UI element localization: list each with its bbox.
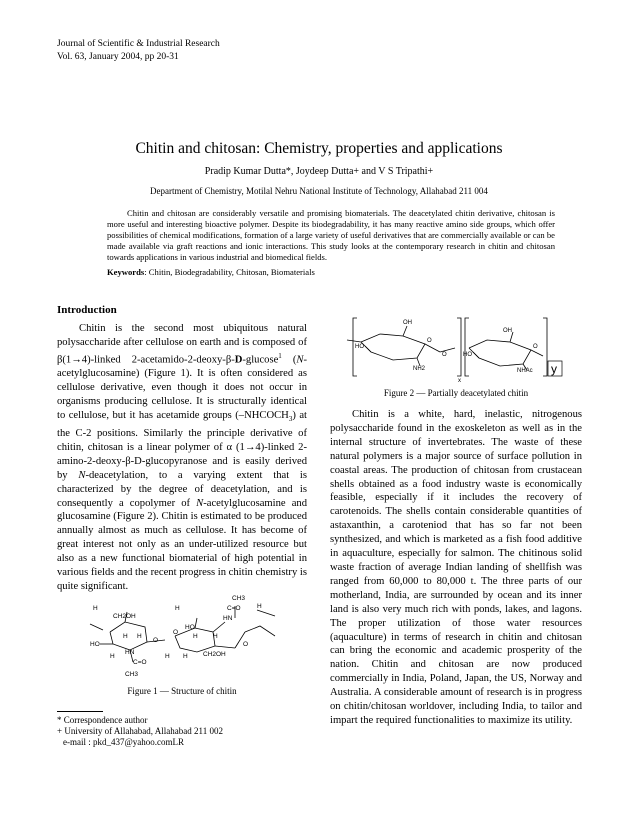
figure2-caption: Figure 2 — Partially deacetylated chitin [383, 388, 529, 398]
svg-text:H: H [193, 633, 198, 640]
journal-name: Journal of Scientific & Industrial Research [57, 39, 220, 49]
fig1-co-bottom: C=O [133, 659, 147, 666]
abstract-text: Chitin and chitosan are considerably versatile and promising biomaterials. The deacetylated chitin derivative, chitosan is more useful and interesting bioactive polymer. Despite its biodegradability, it has many reactive amino side groups, which offer possibilities of chemical modifications, formation of a large variety of useful derivatives that are commercially available or can be made available via graft reactions and ionic interactions. This study looks at the contemporary research in chitin and chitosan towards applications in various industrial and biomedical fields. [107, 208, 555, 262]
svg-text:O: O [442, 352, 447, 358]
svg-text:H: H [93, 605, 98, 612]
fig1-ch3-top: CH3 [232, 595, 246, 602]
svg-text:O: O [533, 344, 538, 350]
fig1-ch2oh-right: CH2OH [203, 651, 226, 658]
footnote-university: + University of Allahabad, Allahabad 211 002 [57, 726, 223, 736]
fig1-hn-top: HN [223, 615, 233, 622]
fig2-oh-1: OH [403, 320, 412, 326]
fig2-oh-2: OH [503, 328, 512, 334]
fig2-nhac: NHAc [517, 368, 533, 374]
journal-volume: Vol. 63, January 2004, pp 20-31 [57, 52, 179, 62]
svg-text:H: H [213, 633, 218, 640]
affiliation: Department of Chemistry, Motilal Nehru National Institute of Technology, Allahabad 211 004 [150, 186, 488, 196]
svg-text:H: H [110, 653, 115, 660]
svg-text:H: H [137, 633, 142, 640]
svg-text:H: H [123, 633, 128, 640]
journal-header [57, 38, 220, 64]
fig2-nh2: NH2 [413, 366, 426, 372]
left-column [57, 322, 307, 594]
right-column [330, 408, 582, 728]
section-heading-introduction: Introduction [57, 304, 117, 316]
intro-paragraph: Chitin is the second most ubiquitous natural polysaccharide after cellulose on earth and is composed of β(1→4)-linked 2-acetamido-2-deoxy-β-D-glucose$^1$ (N-acetylglucosamine) (Figure 1). It is often considered as cellulose derivative, even though it does not occur in organisms producing cellulose. It is structurally identical to cellulose, but it has acetamide groups $(-NHCOCH_3)$ at the C-2 positions. Similarly the principle derivative of chitin, chitosan is a linear polymer of α (1→4)-linked 2-amino-2-deoxy-β-D-glucopyranose and is easily derived by N-deacetylation, to a varying extent that is characterized by the degree of deacetylation, and is consequently a copolymer of N-acetylglucosamine and glucosamine (Figure 2). Chitin is estimated to be produced annually almost as much as cellulose. It has become of great interest not only as an under-utilized resource but also as a new functional biomaterial of high potential in various fields and the recent progress in chitin chemistry is quite significant. [57, 323, 307, 592]
fig1-ch3-bottom: CH3 [125, 671, 139, 678]
right-paragraph: Chitin is a white, hard, inelastic, nitrogenous polysaccharide found in the exoskeleton as well as in the internal structure of invertebrates. The waste of these natural polymers is a major source of surface pollution in coastal areas. The production of chitosan from crustacean shells obtained as a food industry waste is economically feasible, especially if it includes the recovery of carotenoids. The shells contain considerable quantities of astaxanthin, a caroteniod that has so far not been synthesized, and which is marketed as a fish food additive in aquaculture, especially for salmon. The chitinous solid waste fraction of average Indian landing of shellfish was ranged from 60,000 to 80,000 t. The three parts of our motherland, India, are surrounded by ocean and its inner land is also very much rich with ponds, lakes, and lagons. The proper utilization of those water resources (aquaculture) in terms of research in chitin and chitosan can bring the economic and academic prosperity of the nation. Chitin and chitosan are now produced commercially in India, Poland, Japan, the US, Norway and Australia. A considerable amount of research is in progress on chitin/chitosan worldover, including India, to tailor and impart the required functionalities to maximize its utility. [330, 409, 582, 726]
svg-text:H: H [175, 605, 180, 612]
fig1-hn-bottom: HN [125, 649, 135, 656]
fig2-x: x [458, 378, 461, 384]
svg-text:H: H [257, 603, 262, 610]
svg-text:O: O [173, 629, 179, 636]
figure1-chitin-structure [85, 592, 285, 682]
svg-text:O: O [153, 637, 159, 644]
fig1-co-top: C=O [227, 605, 241, 612]
author-list: Pradip Kumar Dutta*, Joydeep Dutta+ and V S Tripathi+ [204, 166, 434, 177]
fig2-y: y [551, 362, 557, 376]
fig2-ho-2: HO [463, 352, 472, 358]
fig1-ho-left: HO [90, 641, 100, 648]
svg-text:O: O [243, 641, 249, 648]
footnotes [57, 715, 223, 748]
fig2-ho-1: HO [355, 344, 364, 350]
fig1-ch2oh-left: CH2OH [113, 613, 136, 620]
keywords-label: Keywords [107, 267, 145, 277]
footnote-rule [57, 711, 103, 712]
svg-text:H: H [183, 653, 188, 660]
svg-text:H: H [165, 653, 170, 660]
keywords [107, 267, 315, 277]
abstract [107, 208, 555, 263]
fig1-ho-mid: HO [185, 624, 195, 631]
svg-text:O: O [427, 338, 432, 344]
keywords-text: : Chitin, Biodegradability, Chitosan, Biomaterials [144, 267, 315, 277]
footnote-email: e-mail : pkd_437@yahoo.comLR [63, 737, 185, 747]
footnote-correspondence: * Correspondence author [57, 715, 148, 725]
paper-title: Chitin and chitosan: Chemistry, properties and applications [135, 140, 503, 157]
figure1-caption: Figure 1 — Structure of chitin [127, 686, 237, 696]
figure2-deacetylated-chitin [345, 312, 570, 384]
